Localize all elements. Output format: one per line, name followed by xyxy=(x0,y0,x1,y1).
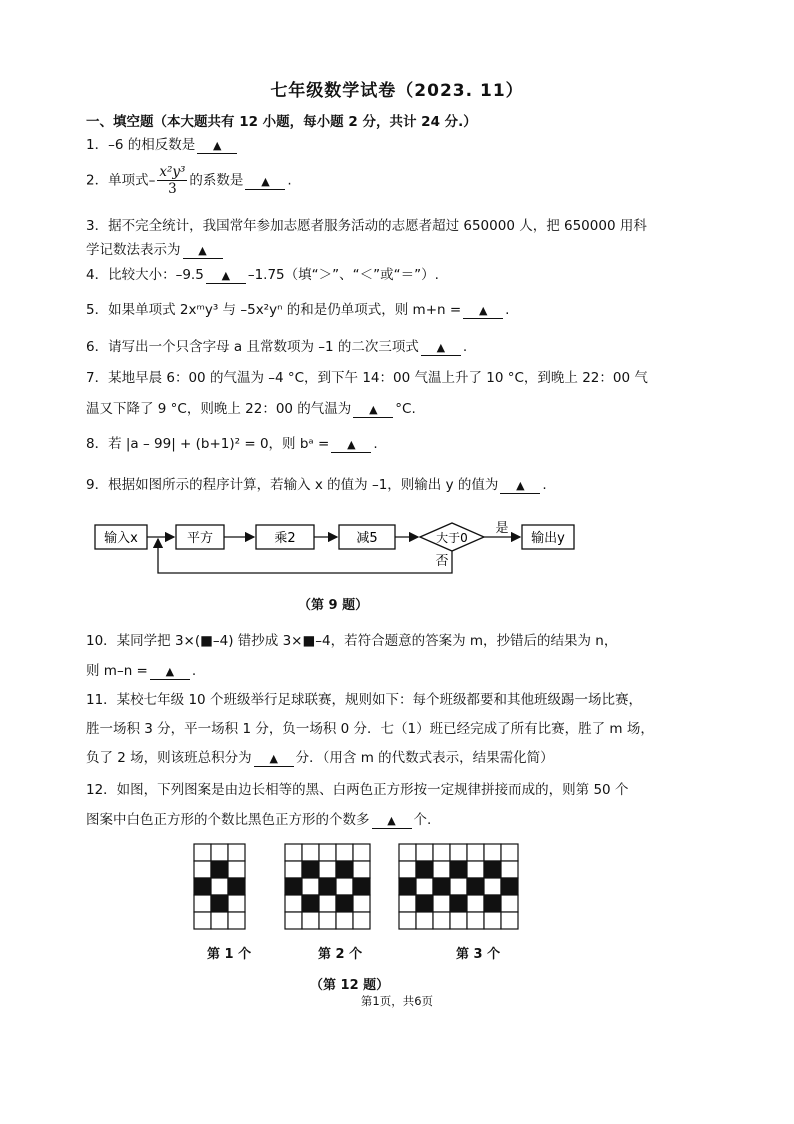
question-2: 2．单项式– $\frac{\text{x²y³}}{3}$ 的系数是 ▲ . xyxy=(86,164,292,197)
q9-text-post: . xyxy=(542,477,547,493)
white-square xyxy=(211,844,228,861)
answer-triangle-icon: ▲ xyxy=(347,438,356,451)
question-11-line2: 胜一场积 3 分，平一场积 1 分，负一场积 0 分．七（1）班已经完成了所有比赛，胜了 m 场， xyxy=(86,721,654,737)
q1-text: 1．–6 的相反数是 xyxy=(86,137,196,153)
q6-text: 6．请写出一个只含字母 a 且常数项为 –1 的二次三项式 xyxy=(86,339,419,355)
answer-triangle-icon: ▲ xyxy=(478,304,488,317)
q2-answer-blank[interactable] xyxy=(245,174,285,190)
white-square xyxy=(501,912,518,929)
white-square xyxy=(433,912,450,929)
white-square xyxy=(399,844,416,861)
q1-answer-blank[interactable] xyxy=(197,138,237,154)
answer-triangle-icon: ▲ xyxy=(516,479,525,492)
black-square xyxy=(285,878,302,895)
white-square xyxy=(302,844,319,861)
q8-text: 8．若 |a – 99| + (b+1)² = 0，则 bᵃ = xyxy=(86,436,330,452)
q5-text-post: . xyxy=(505,302,510,318)
white-square xyxy=(353,844,370,861)
black-square xyxy=(484,895,501,912)
black-square xyxy=(302,861,319,878)
q4-answer-blank[interactable] xyxy=(206,268,246,284)
black-square xyxy=(399,878,416,895)
question-4 xyxy=(86,263,439,284)
question-10-line1: 10．某同学把 3×(■–4) 错抄成 3×■–4，若符合题意的答案为 m，抄错后的结果为 n， xyxy=(86,633,618,649)
q12-answer-blank[interactable] xyxy=(372,813,412,829)
pattern-figures xyxy=(0,842,794,932)
white-square xyxy=(467,895,484,912)
white-square xyxy=(484,844,501,861)
q3-text: 学记数法表示为 xyxy=(86,242,181,258)
q9-answer-blank[interactable] xyxy=(500,478,540,494)
black-square xyxy=(416,895,433,912)
yes-label: 是 xyxy=(495,521,509,536)
program-flowchart xyxy=(0,515,794,605)
white-square xyxy=(285,861,302,878)
q10-text-post: . xyxy=(191,663,197,679)
question-12-line2 xyxy=(86,808,431,829)
white-square xyxy=(353,912,370,929)
white-square xyxy=(450,844,467,861)
black-square xyxy=(484,861,501,878)
black-square xyxy=(450,895,467,912)
q2-denominator: 3 xyxy=(168,181,177,197)
q7-answer-blank[interactable] xyxy=(353,402,393,418)
white-square xyxy=(319,912,336,929)
black-square xyxy=(302,895,319,912)
white-square xyxy=(336,878,353,895)
q2-text: 2．单项式 xyxy=(86,172,149,189)
white-square xyxy=(228,895,245,912)
question-3-line1: 3．据不完全统计，我国常年参加志愿者服务活动的志愿者超过 650000 人，把 650000 用科 xyxy=(86,218,647,234)
white-square xyxy=(194,844,211,861)
answer-triangle-icon: ▲ xyxy=(369,403,378,416)
question-11-line1: 11．某校七年级 10 个班级举行足球联赛，规则如下：每个班级都要和其他班级踢一场比赛， xyxy=(86,692,642,708)
white-square xyxy=(450,878,467,895)
white-square xyxy=(433,844,450,861)
black-square xyxy=(336,861,353,878)
q9-text: 9．根据如图所示的程序计算，若输入 x 的值为 –1，则输出 y 的值为 xyxy=(86,477,499,493)
white-square xyxy=(399,912,416,929)
white-square xyxy=(194,895,211,912)
q10-answer-blank[interactable] xyxy=(150,664,190,680)
page-title: 七年级数学试卷（2023. 11） xyxy=(270,81,524,101)
pattern-1-label: 第 1 个 xyxy=(207,947,252,962)
white-square xyxy=(501,895,518,912)
input-label: 输入x xyxy=(104,531,138,546)
multiply-label: 乘2 xyxy=(274,531,296,546)
white-square xyxy=(484,878,501,895)
black-square xyxy=(353,878,370,895)
white-square xyxy=(467,912,484,929)
question-12-line1: 12．如图，下列图案是由边长相等的黑、白两色正方形按一定规律拼接而成的，则第 50 个 xyxy=(86,782,629,798)
white-square xyxy=(336,912,353,929)
black-square xyxy=(501,878,518,895)
black-square xyxy=(450,861,467,878)
question-8 xyxy=(86,432,378,453)
output-label: 输出y xyxy=(531,531,565,546)
pattern-3-label: 第 3 个 xyxy=(456,947,501,962)
white-square xyxy=(467,861,484,878)
q8-text-post: . xyxy=(373,436,378,452)
q2-text-post: 的系数是 xyxy=(189,172,244,189)
question-7-line2 xyxy=(86,397,416,418)
white-square xyxy=(433,861,450,878)
black-square xyxy=(433,878,450,895)
question-3-line2 xyxy=(86,238,225,259)
white-square xyxy=(319,895,336,912)
white-square xyxy=(302,912,319,929)
white-square xyxy=(211,912,228,929)
q5-answer-blank[interactable] xyxy=(463,303,503,319)
question-5 xyxy=(86,298,509,319)
black-square xyxy=(211,895,228,912)
q4-text: 4．比较大小：–9.5 xyxy=(86,267,204,283)
condition-label: 大于0 xyxy=(436,531,468,545)
black-square xyxy=(194,878,211,895)
white-square xyxy=(319,861,336,878)
no-label: 否 xyxy=(435,554,449,569)
white-square xyxy=(353,861,370,878)
square-label: 平方 xyxy=(186,531,214,546)
white-square xyxy=(194,861,211,878)
white-square xyxy=(416,844,433,861)
white-square xyxy=(285,844,302,861)
q11-text-post: 分．（用含 m 的代数式表示，结果需化简） xyxy=(295,750,554,766)
pattern-2-label: 第 2 个 xyxy=(318,947,363,962)
white-square xyxy=(228,912,245,929)
white-square xyxy=(353,895,370,912)
question-1 xyxy=(86,133,239,154)
black-square xyxy=(228,878,245,895)
black-square xyxy=(336,895,353,912)
q5-text: 5．如果单项式 2xᵐy³ 与 –5x²yⁿ 的和是仍单项式，则 m+n = xyxy=(86,302,462,318)
white-square xyxy=(228,861,245,878)
answer-triangle-icon: ▲ xyxy=(261,174,270,188)
subtract-label: 减5 xyxy=(356,531,378,546)
q2-fraction xyxy=(157,164,187,197)
q6-text-post: . xyxy=(462,339,468,355)
black-square xyxy=(467,878,484,895)
white-square xyxy=(302,878,319,895)
white-square xyxy=(285,895,302,912)
black-square xyxy=(211,861,228,878)
answer-triangle-icon: ▲ xyxy=(221,269,231,282)
white-square xyxy=(285,912,302,929)
white-square xyxy=(194,912,211,929)
white-square xyxy=(336,844,353,861)
q4-text-post: –1.75（填“＞”、“＜”或“＝”）. xyxy=(247,267,439,283)
question-11-line3 xyxy=(86,746,554,767)
question-7-line1: 7．某地早晨 6：00 的气温为 –4 °C，到下午 14：00 气温上升了 10 °C，到晚上 22：00 气 xyxy=(86,370,648,386)
white-square xyxy=(501,861,518,878)
question-6 xyxy=(86,335,467,356)
fig9-caption: （第 9 题） xyxy=(298,598,369,613)
q2-numerator: x²y³ xyxy=(159,164,186,180)
white-square xyxy=(484,912,501,929)
answer-triangle-icon: ▲ xyxy=(436,341,446,354)
white-square xyxy=(319,844,336,861)
q12-text-post: 个. xyxy=(413,812,432,828)
black-square xyxy=(319,878,336,895)
white-square xyxy=(399,895,416,912)
q2-end: . xyxy=(287,172,292,189)
q11-text: 负了 2 场，则该班总积分为 xyxy=(86,750,252,766)
answer-triangle-icon: ▲ xyxy=(269,752,278,765)
q8-answer-blank[interactable] xyxy=(331,437,371,453)
page-footer: 第1页，共6页 xyxy=(360,994,434,1008)
answer-triangle-icon: ▲ xyxy=(198,244,207,257)
q10-text: 则 m–n = xyxy=(86,663,148,679)
white-square xyxy=(416,878,433,895)
white-square xyxy=(228,844,245,861)
white-square xyxy=(399,861,416,878)
white-square xyxy=(416,912,433,929)
white-square xyxy=(501,844,518,861)
black-square xyxy=(416,861,433,878)
fig12-caption: （第 12 题） xyxy=(310,978,390,993)
question-10-line2 xyxy=(86,659,196,680)
white-square xyxy=(467,844,484,861)
section-heading: 一、填空题（本大题共有 12 小题，每小题 2 分，共计 24 分.） xyxy=(86,114,477,130)
white-square xyxy=(211,878,228,895)
white-square xyxy=(450,912,467,929)
answer-triangle-icon: ▲ xyxy=(387,814,396,827)
q12-text: 图案中白色正方形的个数比黑色正方形的个数多 xyxy=(86,812,370,828)
answer-triangle-icon: ▲ xyxy=(213,139,222,152)
q7-text-post: °C. xyxy=(395,401,416,417)
q6-answer-blank[interactable] xyxy=(421,340,461,356)
q7-text: 温又下降了 9 °C，则晚上 22：00 的气温为 xyxy=(86,401,352,417)
white-square xyxy=(433,895,450,912)
question-9 xyxy=(86,473,547,494)
answer-triangle-icon: ▲ xyxy=(165,665,175,678)
q3-answer-blank[interactable] xyxy=(183,243,223,259)
q11-answer-blank[interactable] xyxy=(254,751,294,767)
